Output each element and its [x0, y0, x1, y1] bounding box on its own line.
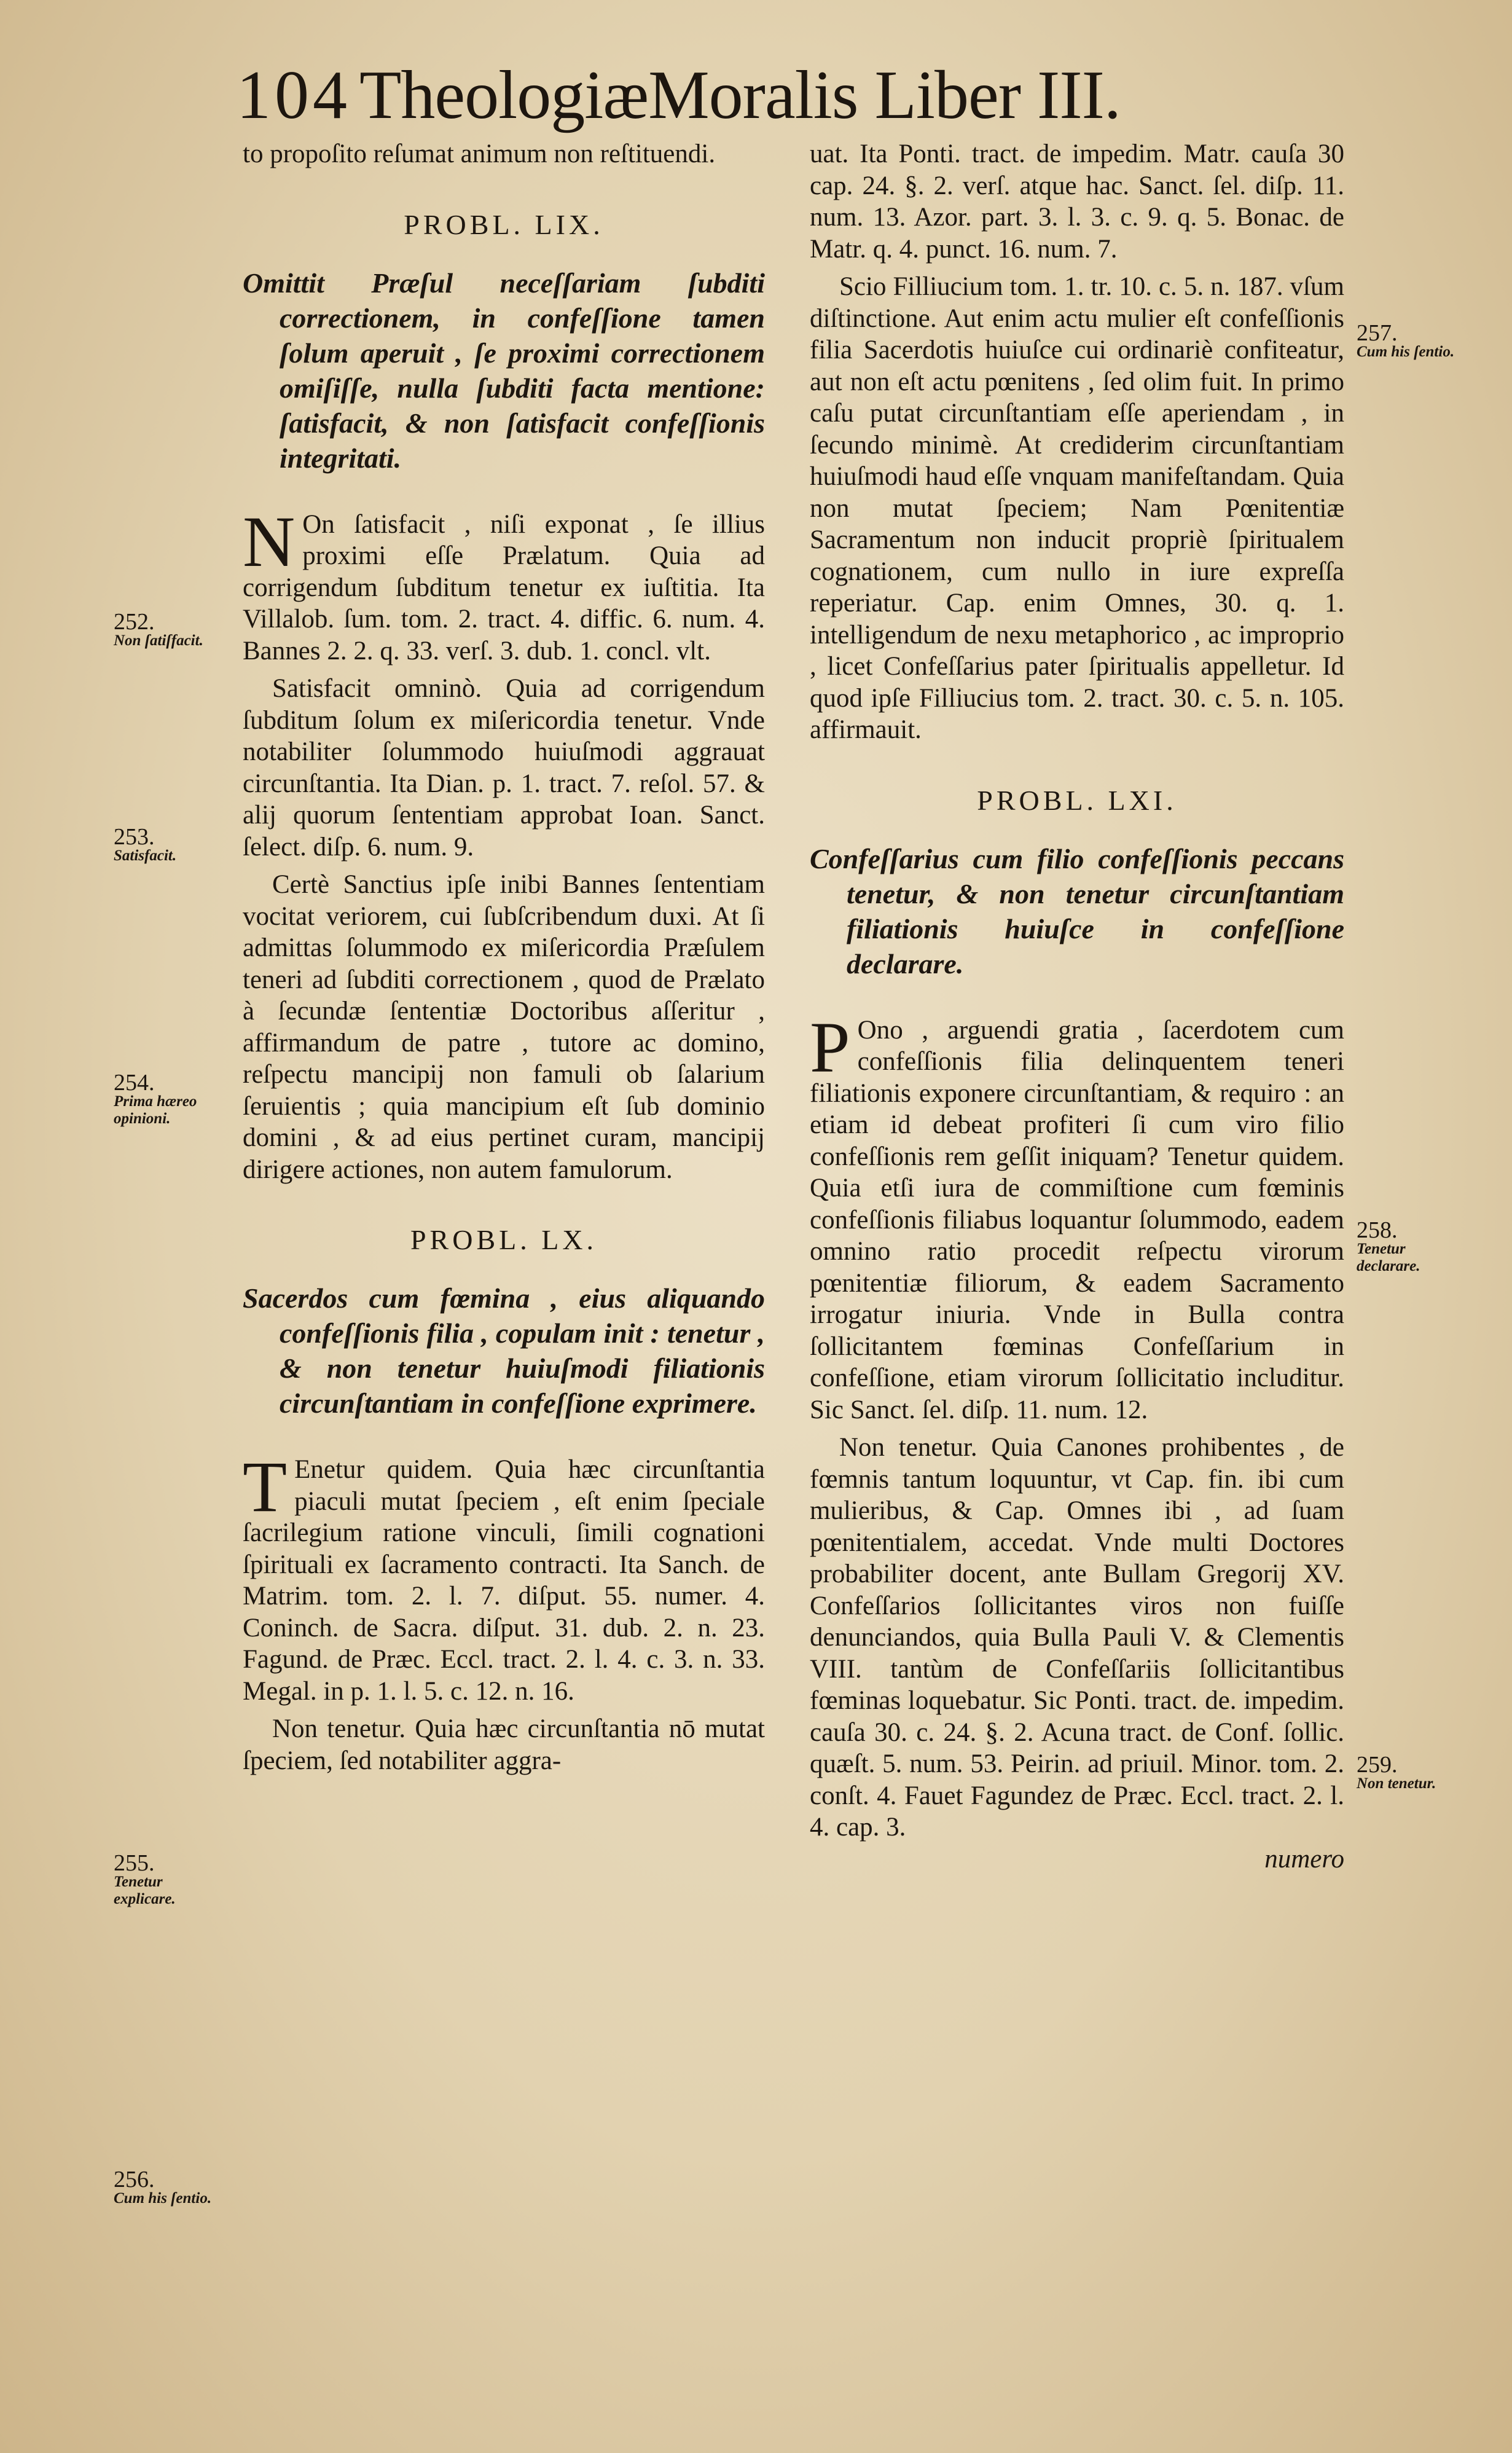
- problem-heading-60: PROBL. LX.: [410, 1224, 598, 1255]
- margin-note-255: [114, 1850, 221, 1908]
- problem-thesis-60: Sacerdos cum fœmina , eius aliquando confeſſionis filia , copulam init : tenetur , & non tenetur huiuſmodi filiationis circunſtantiam in confeſſione exprimere.: [243, 1282, 765, 1419]
- paragraph-text: On ſatisfacit , niſi exponat , ſe illius proximi eſſe Prælatum. Quia ad corrigendum ſubditum tenetur ex iuſtitia. Ita Villalob. ſum. tom. 2. tract. 4. diffic. 6. num. 4. Bannes 2. 2. q. 33. verſ. 3. dub. 1. concl. vlt.: [243, 509, 765, 665]
- paragraph-253: Satisfacit omninò. Quia ad corrigendum ſubditum ſolum ex miſericordia tenetur. Vnde notabiliter ſolummodo huiuſmodi aggrauat circunſtantia. Ita Dian. p. 1. tract. 7. reſol. 57. & alij quorum ſententiam approbat Ioan. Sanct. ſelect. diſp. 6. num. 9.: [243, 674, 765, 861]
- margin-number: 258.: [1357, 1217, 1398, 1243]
- margin-number: 255.: [114, 1850, 155, 1876]
- continued-text: uat. Ita Ponti. tract. de impedim. Matr. cauſa 30 cap. 24. §. 2. verſ. atque hac. Sanct. ſel. diſp. 11. num. 13. Azor. part. 3. l. 3. c. 9. q. 5. Bonac. de Matr. q. 4. punct. 16. num. 7.: [810, 139, 1344, 264]
- margin-label: Non tenetur.: [1357, 1775, 1436, 1792]
- running-title: TheologiæMoralis Liber III.: [359, 57, 1121, 133]
- margin-note-253: [114, 826, 221, 865]
- margin-label: Tenetur explicare.: [114, 1874, 176, 1907]
- problem-heading-59: PROBL. LIX.: [404, 208, 604, 240]
- margin-number: 257.: [1357, 320, 1398, 346]
- margin-label: Cum his ſentio.: [114, 2190, 212, 2207]
- margin-label: Tenetur declarare.: [1357, 1241, 1420, 1274]
- paragraph-255: [243, 1446, 765, 1707]
- problem-heading-61: PROBL. LXI.: [977, 784, 1177, 816]
- margin-note-256: [114, 2169, 221, 2207]
- margin-note-252: [114, 611, 221, 650]
- margin-label: Cum his ſentio.: [1357, 343, 1455, 360]
- margin-label: Non ſatiſfacit.: [114, 632, 203, 649]
- catchword: numero: [1264, 1844, 1344, 1874]
- drop-cap: P: [810, 1007, 850, 1088]
- drop-cap: N: [243, 501, 296, 582]
- paragraph-text: Enetur quidem. Quia hæc circunſtantia piaculi mutat ſpeciem , eſt enim ſpeciale ſacrilegium ratione vinculi, ſimili cognationi ſpirituali ex ſacramento contracti. Ita Sanch. de Matrim. tom. 2. l. 7. diſput. 55. numer. 4. Coninch. de Sacra. diſput. 31. dub. 2. n. 23. Fagund. de Præc. Eccl. tract. 2. l. 4. c. 3. n. 33. Megal. in p. 1. l. 5. c. 12. n. 16.: [243, 1455, 765, 1706]
- running-header: [237, 58, 1220, 132]
- margin-label: Satisfacit.: [114, 847, 177, 864]
- margin-note-257: [1357, 320, 1467, 361]
- problem-thesis-59: Omittit Præſul neceſſariam ſubditi correctionem, in confeſſione tamen ſolum aperuit , ſe proximi correctionem omiſiſſe, nulla ſubditi facta mentione: ſatisfacit, & non ſatisfacit confeſſionis integritati.: [243, 267, 765, 474]
- margin-note-254: [114, 1072, 221, 1128]
- paragraph-259: Non tenetur. Quia Canones prohibentes , de fœmnis tantum loquuntur, vt Cap. fin. ibi cum mulieribus, & Cap. Omnes ibi , ad ſuam pœnitentialem, accedat. Vnde multi Doctores probabiliter docent, ante Bullam Gregorij XV. Confeſſarios ſollicitantes viros non fuiſſe denunciandos, quia Bulla Pauli V. & Clementis VIII. tantùm de Confeſſariis ſollicitantibus fœminas loquebatur. Sic Ponti. tract. de. impedim. cauſa 30. c. 24. §. 2. Acuna tract. de Conf. ſollic. quæſt. 5. num. 53. Peirin. ad priuil. Minor. tom. 2. conſt. 4. Fauet Fagundez de Præc. Eccl. tract. 2. l. 4. cap. 3.: [810, 1433, 1344, 1842]
- paragraph-254: Certè Sanctius ipſe inibi Bannes ſententiam vocitat veriorem, cui ſubſcribendum duxi. At ſi admittas ſolummodo ex miſericordia Præſulem teneri ad ſubditi correctionem , quod de Prælato à ſecundæ ſententiæ Doctoribus aſſeritur , affirmandum de patre , tutore ac domino, reſpectu mancipij non famuli ob ſalarium ſeruientis ; quia mancipium eſt ſub dominio domini , & ad eius pertinet curam, mancipij dirigere actiones, non autem famulorum.: [243, 870, 765, 1184]
- margin-label: Prima hæreo opinioni.: [114, 1093, 197, 1127]
- margin-number: 253.: [114, 824, 155, 850]
- right-column: [810, 138, 1344, 1875]
- intro-text: to propoſito reſumat animum non reſtituendi.: [243, 139, 716, 168]
- left-column: [243, 138, 765, 1776]
- margin-number: 259.: [1357, 1752, 1398, 1778]
- margin-note-258: [1357, 1217, 1467, 1275]
- margin-number: 252.: [114, 609, 155, 635]
- paragraph-258: [810, 1007, 1344, 1426]
- paragraph-256: Non tenetur. Quia hæc circunſtantia nō mutat ſpeciem, ſed notabiliter aggra-: [243, 1714, 765, 1775]
- margin-number: 256.: [114, 2167, 155, 2192]
- margin-note-259: [1357, 1754, 1467, 1792]
- problem-thesis-61: Confeſſarius cum filio confeſſionis peccans tenetur, & non tenetur circunſtantiam filiationis huiuſce in confeſſione declarare.: [810, 842, 1344, 979]
- drop-cap: T: [243, 1446, 288, 1527]
- page-number: 104: [237, 57, 351, 133]
- paragraph-257: Scio Filliucium tom. 1. tr. 10. c. 5. n. 187. vſum diſtinctione. Aut enim actu mulier eſt confeſſionis filia Sacerdotis huiuſce cui ordinariè confiteatur, aut non eſt actu pœnitens , ſed olim fuit. In primo caſu putat circunſtantiam eſſe aperiendam , in ſecundo minimè. At crediderim circunſtantiam huiuſmodi haud eſſe vnquam manifeſtandam. Quia non mutat ſpeciem; Nam Pœnitentiæ Sacramentum non inducit propriè ſpiritualem cognationem, cum nullo in iure expreſſa reperiatur. Cap. enim Omnes, 30. q. 1. intelligendum de nexu metaphorico , ac improprio , licet Confeſſarius pater ſpiritualis appelletur. Id quod ipſe Filliucius tom. 2. tract. 30. c. 5. n. 105. affirmauit.: [810, 272, 1344, 744]
- paragraph-252: [243, 501, 765, 667]
- margin-number: 254.: [114, 1070, 155, 1096]
- paragraph-text: Ono , arguendi gratia , ſacerdotem cum confeſſionis filia delinquentem teneri filiationis exponere circunſtantiam, & requiro : an etiam id debeat profiteri ſi cum viro filio confeſſionis rem geſſit iniquam? Tenetur quidem. Quia etſi iura de commiſtione cum fœminis confeſſionis filiabus loquantur ſolummodo, eadem omnino ratio procedit reſpectu virorum pœnitentiæ filiorum, & eadem Sacramento irrogatur iniuria. Vnde in Bulla contra ſollicitantem fœminas Confeſſarium in confeſſione, etiam virorum ſollicitatio includitur. Sic Sanct. ſel. diſp. 11. num. 12.: [810, 1015, 1344, 1424]
